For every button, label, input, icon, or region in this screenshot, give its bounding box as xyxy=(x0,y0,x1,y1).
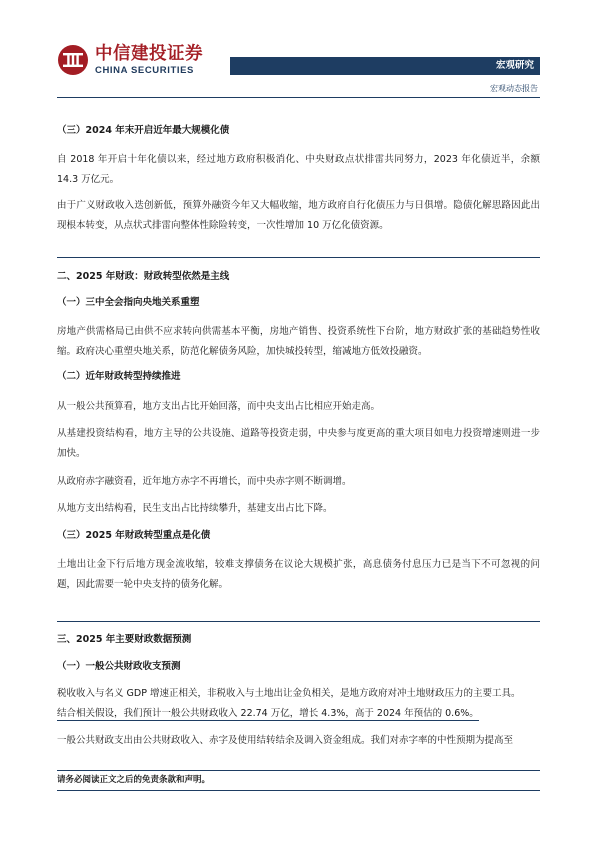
subsection-heading: （一）一般公共财政收支预测 xyxy=(57,661,181,672)
disclaimer-note: 请务必阅读正文之后的免责条款和声明。 xyxy=(57,775,211,785)
paragraph: 从政府赤字融资看，近年地方赤字不再增长，而中央赤字则不断调增。 xyxy=(57,476,352,487)
page-header xyxy=(0,0,595,100)
footer-divider-bottom xyxy=(57,790,540,791)
paragraph: 税收收入与名义 GDP 增速正相关，非税收入与土地出让金负相关，是地方政府对冲土地财政压力的主要工具。 xyxy=(57,688,521,699)
header-divider xyxy=(57,97,540,98)
footer-divider xyxy=(57,770,540,771)
section-divider xyxy=(57,621,540,622)
paragraph: 从一般公共预算看，地方支出占比开始回落，而中央支出占比相应开始走高。 xyxy=(57,401,381,412)
citic-logo-icon xyxy=(57,44,89,76)
paragraph: 从地方支出结构看，民生支出占比持续攀升，基建支出占比下降。 xyxy=(57,503,333,514)
company-logo xyxy=(57,44,203,76)
paragraph: 一般公共财政支出由公共财政收入、赤字及使用结转结余及调入资金组成。我们对赤字率的中性预期为提高至 xyxy=(57,735,514,746)
paragraph: 土地出让金下行后地方现金流收缩，较难支撑债务在议论大规模扩张，高息债务付息压力已是当下不可忽视的问题，因此需要一轮中央支持的债务化解。 xyxy=(57,559,540,590)
paragraph: 自 2018 年开启十年化债以来，经过地方政府积极消化、中央财政点状排雷共同努力，2023 年化债近半，余额 14.3 万亿元。 xyxy=(57,154,540,185)
underlined-forecast: 结合相关假设，我们预计一般公共财政收入 22.74 万亿，增长 4.3%，高于 2024 年预估的 0.6%。 xyxy=(57,708,479,719)
company-name-en: CHINA SECURITIES xyxy=(95,64,194,76)
subsection-heading: （一）三中全会指向央地关系重塑 xyxy=(57,297,200,308)
category-bar xyxy=(230,57,540,75)
section-heading: 三、2025 年主要财政数据预测 xyxy=(57,634,192,645)
subsection-heading: （三）2025 年财政转型重点是化债 xyxy=(57,530,211,541)
paragraph-highlighted xyxy=(57,704,540,724)
company-name-cn: 中信建投证券 xyxy=(95,43,203,64)
section-divider xyxy=(57,257,540,258)
category-label: 宏观研究 xyxy=(495,60,534,71)
paragraph: 从基建投资结构看，地方主导的公共设施、道路等投资走弱，中央参与度更高的重大项目如电力投资增速则进一步加快。 xyxy=(57,428,540,459)
paragraph: 房地产供需格局已由供不应求转向供需基本平衡，房地产销售、投资系统性下台阶，地方财政扩张的基础趋势性收缩。政府决心重塑央地关系，防范化解债务风险，加快城投转型，缩减地方低效投融资。 xyxy=(57,326,540,357)
paragraph: 由于广义财政收入迭创新低，预算外融资今年又大幅收缩，地方政府自行化债压力与日俱增。隐债化解思路因此出现根本转变，从点状式排雷向整体性除险转变，一次性增加 10 万亿化债资源。 xyxy=(57,200,540,231)
subsection-heading: （二）近年财政转型持续推进 xyxy=(57,371,181,382)
subsection-heading: （三）2024 年末开启近年最大规模化债 xyxy=(57,125,230,136)
report-type: 宏观动态报告 xyxy=(490,84,538,93)
section-heading: 二、2025 年财政：财政转型依然是主线 xyxy=(57,271,230,282)
